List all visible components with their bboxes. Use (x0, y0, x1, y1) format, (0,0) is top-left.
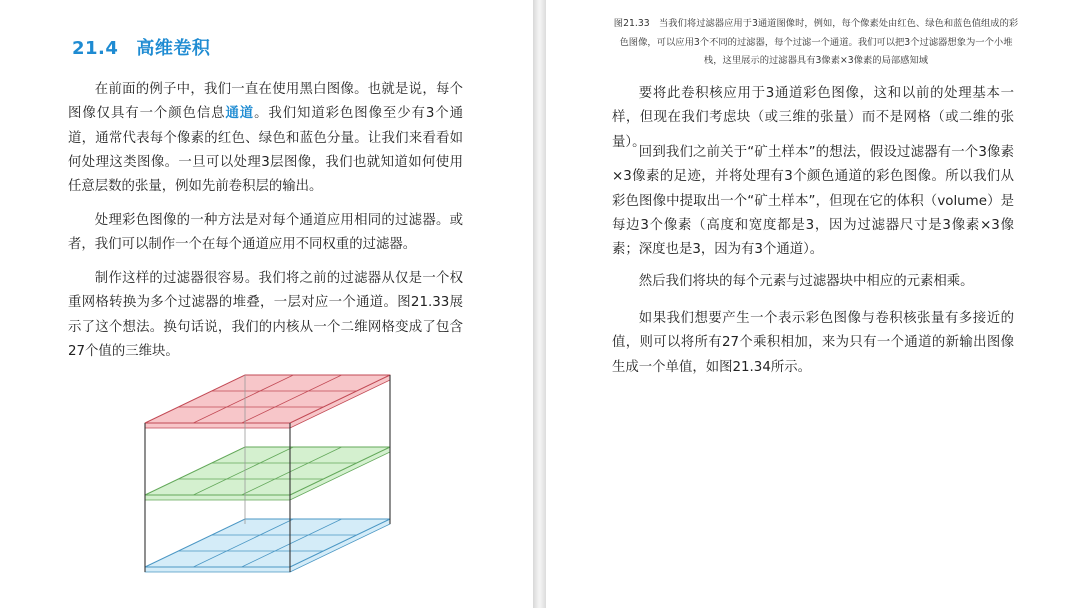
right-paragraph-4: 如果我们想要产生一个表示彩色图像与卷积核张量有多接近的值，则可以将所有27个乘积相加，来为只有一个通道的新输出图像生成一个单值，如图21.34所示。 (612, 311, 1014, 375)
right-paragraph-1: 要将此卷积核应用于3通道彩色图像，这和以前的处理基本一样，但现在我们考虑块（或三维的张量）而不是网格（或二维的张量）。 (612, 86, 1014, 150)
blue-layer-top (145, 519, 390, 567)
paragraph-1-text-a: 在前面的例子中，我们一直在使用黑白图像。也就是说，每个图像仅具有一个颜色信息 (68, 82, 463, 122)
paragraph-1 (68, 78, 463, 199)
paragraph-3: 制作这样的过滤器很容易。我们将之前的过滤器从仅是一个权重网格转换为多个过滤器的堆叠，一层对应一个通道。图21.33展示了这个想法。换句话说，我们的内核从一个二维网格变成了包含27个值的三维块。 (68, 271, 463, 359)
filter-stack-diagram (140, 370, 400, 580)
page-gutter (533, 0, 546, 608)
channel-link[interactable]: 通道 (225, 106, 255, 122)
section-number: 21.4 (72, 38, 119, 59)
paragraph-2: 处理彩色图像的一种方法是对每个通道应用相同的过滤器。或者，我们可以制作一个在每个通道应用不同权重的过滤器。 (68, 213, 463, 253)
green-layer-top (145, 447, 390, 495)
section-heading (72, 34, 210, 60)
green-layer-front (145, 495, 290, 500)
right-paragraph-2: 回到我们之前关于“矿土样本”的想法，假设过滤器有一个3像素×3像素的足迹，并将处理有3个颜色通道的彩色图像。所以我们从彩色图像中提取出一个“矿土样本”，但现在它的体积（volume）是每边3个像素（高度和宽度都是3，因为过滤器尺寸是3像素×3像素；深度也是3，因为有3个通道）。 (612, 145, 1014, 258)
right-paragraph-3: 然后我们将块的每个元素与过滤器块中相应的元素相乘。 (638, 274, 974, 289)
figure-caption: 图21.33 当我们将过滤器应用于3通道图像时，例如，每个像素处由红色、绿色和蓝色值组成的彩色图像，可以应用3个不同的过滤器，每个过滤一个通道。我们可以把3个过滤器想象为一个小堆栈，这里展示的过滤器具有3像素×3像素的局部感知域 (613, 18, 1019, 66)
red-layer-top (145, 375, 390, 423)
blue-layer-front (145, 567, 290, 572)
paragraph-1-text-b: 。我们知道彩色图像至少有3个通道，通常代表每个像素的红色、绿色和蓝色分量。让我们来看看如何处理这类图像。一旦可以处理3层图像，我们也就知道如何使用任意层数的张量，例如先前卷积层的输出。 (68, 106, 464, 195)
red-layer-front (145, 423, 290, 428)
section-title: 高维卷积 (136, 38, 211, 59)
